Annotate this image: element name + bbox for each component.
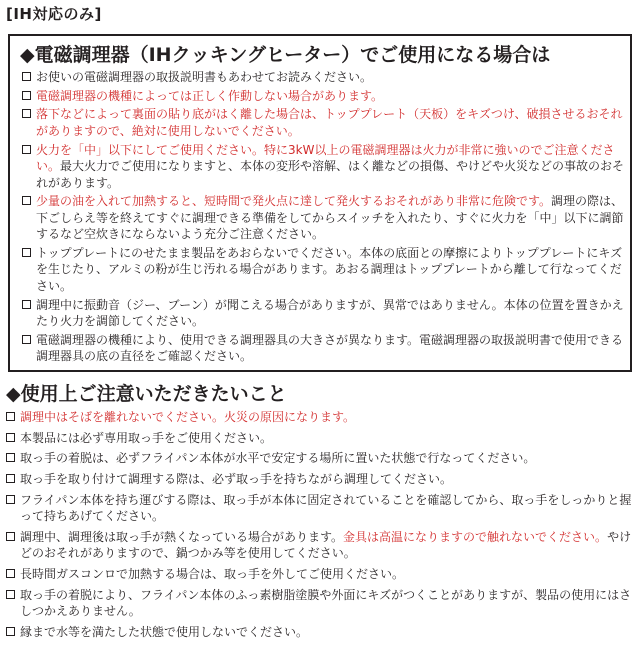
item-text: お使いの電磁調理器の取扱説明書もあわせてお読みください。 bbox=[36, 70, 373, 84]
ih-usage-list bbox=[22, 69, 628, 367]
list-item bbox=[22, 193, 628, 243]
checkbox-icon bbox=[6, 532, 15, 541]
ih-only-tag: [IH対応のみ] bbox=[6, 5, 102, 23]
warning-text: 電磁調理器の機種によっては正しく作動しない場合があります。 bbox=[36, 88, 384, 103]
list-item bbox=[6, 529, 640, 562]
checkbox-icon bbox=[6, 495, 15, 504]
list-item bbox=[22, 106, 628, 139]
list-item bbox=[22, 332, 628, 365]
item-text: 調理中に振動音（ジー、ブーン）が聞こえる場合がありますが、異常ではありません。本体の位置を置きかえたり火力を調節してください。 bbox=[36, 297, 624, 329]
list-item bbox=[6, 409, 640, 426]
checkbox-icon bbox=[22, 145, 31, 154]
item-text: 電磁調理器の機種により、使用できる調理器具の大きさが異なります。電磁調理器の取扱説明書で使用できる調理器具の底の直径をご確認ください。 bbox=[36, 332, 624, 364]
list-item bbox=[6, 624, 640, 641]
list-item bbox=[6, 492, 640, 525]
checkbox-icon bbox=[22, 72, 31, 81]
item-text: フライパン本体を持ち運びする際は、取っ手が本体に固定されていることを確認してから、取っ手をしっかりと握って持ちあげてください。 bbox=[20, 492, 632, 524]
checkbox-icon bbox=[22, 300, 31, 309]
checkbox-icon bbox=[6, 474, 15, 483]
item-text: 縁まで水等を満たした状態で使用しないでください。 bbox=[20, 625, 309, 639]
checkbox-icon bbox=[6, 453, 15, 462]
warning-text: 金具は高温になりますので触れないでください。 bbox=[343, 529, 608, 544]
list-item bbox=[22, 69, 628, 86]
list-item bbox=[6, 450, 640, 467]
list-item bbox=[6, 430, 640, 447]
checkbox-icon bbox=[22, 196, 31, 205]
item-text: 最大火力でご使用になりますと、本体の変形や溶解、はく離などの損傷、やけどや火災などの事故のおそれがあります。 bbox=[36, 159, 625, 190]
checkbox-icon bbox=[22, 109, 31, 118]
checkbox-icon bbox=[6, 590, 15, 599]
warning-text: 落下などによって裏面の貼り底がはく離した場合は、トッププレート（天板）をキズつけ、破損させるおそれがありますので、絶対に使用しないでください。 bbox=[36, 107, 623, 138]
checkbox-icon bbox=[6, 569, 15, 578]
item-text: 取っ手の着脱は、必ずフライパン本体が水平で安定する場所に置いた状態で行なってください。 bbox=[20, 451, 536, 466]
usage-cautions-list bbox=[6, 409, 640, 645]
checkbox-icon bbox=[22, 91, 31, 100]
checkbox-icon bbox=[6, 433, 15, 442]
warning-text: 火力を「中」以下にしてご使用ください。特に3kW以上の電磁調理器は火力が非常に強いのでご注意ください。 bbox=[36, 142, 615, 174]
warning-text: 少量の油を入れて加熱すると、短時間で発火点に達して発火するおそれがあり非常に危険です。 bbox=[36, 194, 552, 209]
checkbox-icon bbox=[6, 627, 15, 636]
item-text: 調理の際は、下ごしらえ等を終えてすぐに調理できる準備をしてからスイッチを入れたり、すぐに火力を「中」以下に調節するなど空炊きにならないよう充分ご注意ください。 bbox=[36, 194, 624, 242]
list-item bbox=[22, 88, 628, 105]
list-item bbox=[22, 142, 628, 192]
usage-cautions-heading: ◆使用上ご注意いただきたいこと bbox=[6, 383, 287, 405]
list-item bbox=[22, 297, 628, 330]
item-text: 取っ手の着脱により、フライパン本体のふっ素樹脂塗膜や外面にキズがつくことがありますが、製品の使用にはさしつかえありません。 bbox=[20, 587, 632, 619]
item-text-tail: やけどのおそれがありますので、鍋つかみ等を使用してください。 bbox=[20, 529, 632, 561]
list-item bbox=[6, 587, 640, 620]
checkbox-icon bbox=[22, 335, 31, 344]
ih-usage-box bbox=[8, 34, 632, 372]
list-item bbox=[6, 566, 640, 583]
item-text: 長時間ガスコンロで加熱する場合は、取っ手を外してご使用ください。 bbox=[20, 567, 405, 582]
list-item bbox=[6, 471, 640, 488]
ih-usage-heading: ◆電磁調理器（IHクッキングヒーター）でご使用になる場合は bbox=[20, 44, 551, 66]
item-text: トッププレートにのせたまま製品をあおらないでください。本体の底面との摩擦によりトッププレートにキズを生じたり、アルミの粉が生じ汚れる場合があります。あおる調理はトッププレートから離して行なってください。 bbox=[36, 245, 623, 293]
list-item bbox=[22, 245, 628, 295]
item-text: 取っ手を取り付けて調理する際は、必ず取っ手を持ちながら調理してください。 bbox=[20, 472, 453, 487]
checkbox-icon bbox=[6, 412, 15, 421]
item-text: 調理中、調理後は取っ手が熱くなっている場合があります。 bbox=[20, 529, 344, 544]
checkbox-icon bbox=[22, 248, 31, 257]
item-text: 本製品には必ず専用取っ手をご使用ください。 bbox=[20, 430, 273, 445]
warning-text: 調理中はそばを離れないでください。火災の原因になります。 bbox=[20, 410, 356, 424]
